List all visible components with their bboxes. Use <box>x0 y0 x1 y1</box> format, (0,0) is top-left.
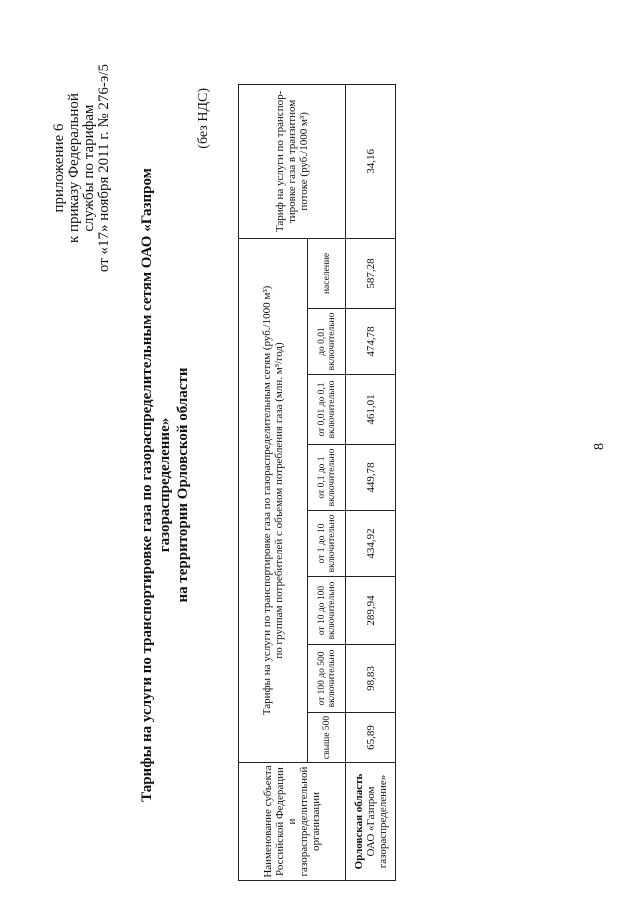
header-groups-line-1: Тарифы на услуги по транспортировке газа по газораспределительным сетям (руб./1000 м³) <box>261 285 273 716</box>
transit-value-cell: 34,16 <box>346 84 396 238</box>
title-line-1: Тарифы на услуги по транспортировке газа по газораспределительным сетям ОАО «Газпром газораспределение» <box>139 168 173 802</box>
title-line-2: на территории Орловской области <box>175 367 191 603</box>
value-cell: 474,78 <box>346 309 396 375</box>
group-header-2: от 100 до 500 включительно <box>308 645 346 713</box>
value-cell: 449,78 <box>346 445 396 511</box>
region-name: Орловская область <box>352 773 365 870</box>
value-cell: 289,94 <box>346 577 396 645</box>
group-header-7: до 0,01 включительно <box>308 309 346 375</box>
value-cell: 98,83 <box>346 645 396 713</box>
annex-block <box>52 64 112 272</box>
group-header-4: от 1 до 10 включительно <box>308 511 346 577</box>
row-subject <box>346 763 396 881</box>
group-header-3: от 10 до 100 включительно <box>308 577 346 645</box>
annex-line-3: службы по тарифам <box>81 104 97 232</box>
vat-note: (без НДС) <box>196 88 211 149</box>
header-subject: Наименование субъекта Российской Федерации и газораспределительной организации <box>239 763 346 881</box>
document-title <box>138 105 192 865</box>
annex-line-1: приложение 6 <box>51 123 67 213</box>
group-header-5: от 0,1 до 1 включительно <box>308 445 346 511</box>
table-row <box>346 84 396 880</box>
page-number: 8 <box>592 443 607 450</box>
group-header-6: от 0,01 до 0,1 включительно <box>308 375 346 445</box>
header-transit: Тариф на услуги по транспор-тировке газа в транзитном потоке (руб./1000 м³) <box>239 84 346 238</box>
company-name: ОАО «Газпром газораспределение» <box>364 774 389 869</box>
annex-line-2: к приказу Федеральной <box>66 93 82 244</box>
group-header-1: свыше 500 <box>308 713 346 763</box>
annex-line-4: от «17» ноября 2011 г. № 276-э/5 <box>96 64 112 273</box>
tariff-table <box>238 84 396 881</box>
header-row-1 <box>239 84 308 880</box>
header-groups-line-2: по группам потребителей с объемом потребления газа (млн. м³/год) <box>273 342 285 659</box>
value-cell: 65,89 <box>346 713 396 763</box>
value-cell: 461,01 <box>346 375 396 445</box>
header-groups <box>239 238 308 762</box>
value-cell: 434,92 <box>346 511 396 577</box>
value-cell: 587,28 <box>346 238 396 308</box>
group-header-8: население <box>308 238 346 308</box>
